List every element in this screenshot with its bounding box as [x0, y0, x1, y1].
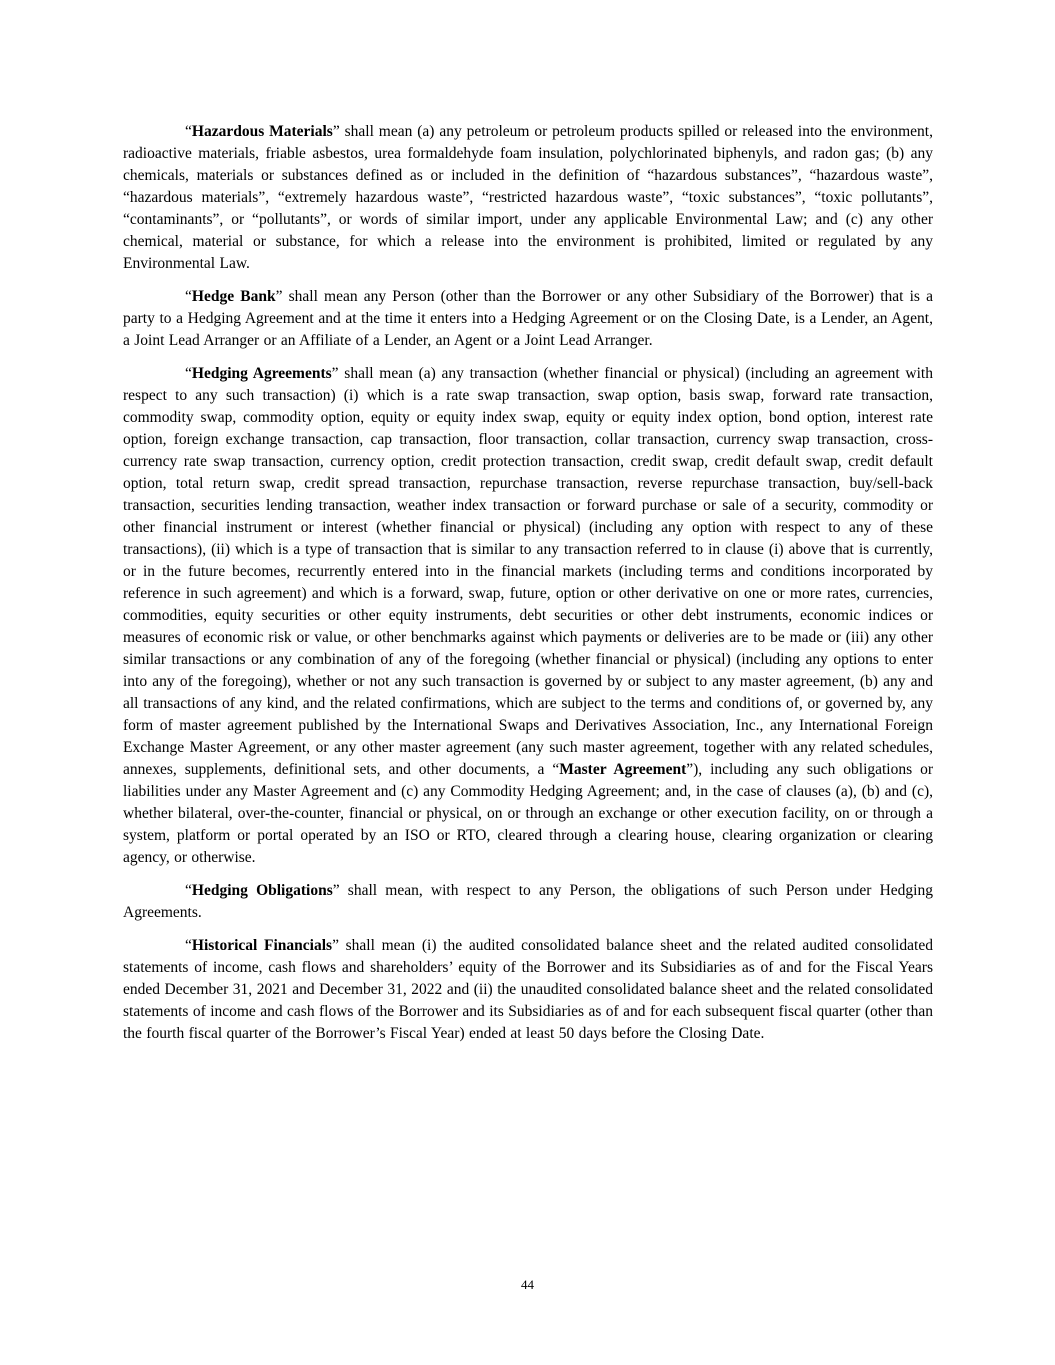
paragraph-text: ” shall mean (a) any petroleum or petroleum products spilled or released into the environment, radioactive materials, friable asbestos, urea formaldehyde foam insulation, polychlorinated biphenyls, and radon gas; (b) any chemicals, materials or substances defined as or included in the definition of “hazardous substances”, “hazardous waste”, “hazardous materials”, “extremely hazardous waste”, “restricted hazardous waste”, “toxic substances”, “toxic pollutants”, “contaminants”, or “pollutants”, or words of similar import, under any applicable Environmental Law; and (c) any other chemical, material or substance, for which a release into the environment is prohibited, limited or regulated by any Environmental Law.: [123, 123, 933, 272]
defined-term: Hazardous Materials: [191, 123, 333, 140]
definition-hedging-obligations: [123, 880, 933, 924]
paragraph-text: ” shall mean any Person (other than the Borrower or any other Subsidiary of the Borrower) that is a party to a Hedging Agreement and at the time it enters into a Hedging Agreement or on the Closing Date, is a Lender, an Agent, a Joint Lead Arranger or an Affiliate of a Lender, an Agent or a Joint Lead Arranger.: [123, 288, 933, 349]
definition-hedging-agreements: [123, 363, 933, 869]
definition-hazardous-materials: [123, 121, 933, 275]
paragraph-text: “: [185, 365, 192, 382]
defined-term: Hedging Obligations: [191, 882, 333, 899]
page-footer: [0, 1276, 1055, 1294]
defined-term: Hedge Bank: [191, 288, 276, 305]
defined-term: Historical Financials: [191, 937, 333, 954]
paragraph-text: “: [185, 937, 192, 954]
paragraph-text: ”), including any such obligations or liabilities under any Master Agreement and (c) any Commodity Hedging Agreement; and, in the case of clauses (a), (b) and (c), whether bilateral, over-the-counter, financial or physical, on or through an exchange or other execution facility, on or through a system, platform or portal operated by an ISO or RTO, cleared through a clearing house, clearing organization or clearing agency, or otherwise.: [123, 761, 933, 866]
paragraph-text: ” shall mean (a) any transaction (whether financial or physical) (including an agreement with respect to any such transaction) (i) which is a rate swap transaction, swap option, basis swap, forward rate transaction, commodity swap, commodity option, equity or equity index swap, equity or equity index option, bond option, interest rate option, foreign exchange transaction, cap transaction, floor transaction, collar transaction, currency swap transaction, cross-currency rate swap transaction, currency option, credit protection transaction, credit swap, credit default swap, credit default option, total return swap, credit spread transaction, repurchase transaction, reverse repurchase transaction, buy/sell-back transaction, securities lending transaction, weather index transaction or forward purchase or sale of a security, commodity or other financial instrument or interest (whether financial or physical) (including any option with respect to any of these transactions), (ii) which is a type of transaction that is similar to any transaction referred to in clause (i) above that is currently, or in the future becomes, recurrently entered into in the financial markets (including terms and conditions incorporated by reference in such agreement) and which is a forward, swap, future, option or other derivative on one or more rates, currencies, commodities, equity securities or other equity instruments, debt securities or other debt instruments, economic indices or measures of economic risk or value, or other benchmarks against which payments or deliveries are to be made or (iii) any other similar transactions or any combination of any of the foregoing (whether financial or physical) (including any options to enter into any of the foregoing), whether or not any such transaction is governed by or subject to any master agreement, (b) any and all transactions of any kind, and the related confirmations, which are subject to the terms and conditions of, or governed by, any form of master agreement published by the International Swaps and Derivatives Association, Inc., any International Foreign Exchange Master Agreement, or any other master agreement (any such master agreement, together with any related schedules, annexes, supplements, definitional sets, and other documents, a “: [123, 365, 933, 778]
paragraph-text: ” shall mean (i) the audited consolidated balance sheet and the related audited consolidated statements of income, cash flows and shareholders’ equity of the Borrower and its Subsidiaries as of and for the Fiscal Years ended December 31, 2021 and December 31, 2022 and (ii) the unaudited consolidated balance sheet and the related consolidated statements of income and cash flows of the Borrower and its Subsidiaries as of and for each subsequent fiscal quarter (other than the fourth fiscal quarter of the Borrower’s Fiscal Year) ended at least 50 days before the Closing Date.: [123, 937, 933, 1042]
paragraph-text: ” shall mean, with respect to any Person, the obligations of such Person under Hedging Agreements.: [123, 882, 933, 921]
document-body: [123, 121, 933, 1056]
definition-historical-financials: [123, 935, 933, 1045]
defined-term: Master Agreement: [559, 761, 687, 778]
page-number: 44: [521, 1277, 534, 1292]
defined-term: Hedging Agreements: [191, 365, 332, 382]
paragraph-text: “: [185, 288, 192, 305]
definition-hedge-bank: [123, 286, 933, 352]
paragraph-text: “: [185, 882, 192, 899]
paragraph-text: “: [185, 123, 192, 140]
